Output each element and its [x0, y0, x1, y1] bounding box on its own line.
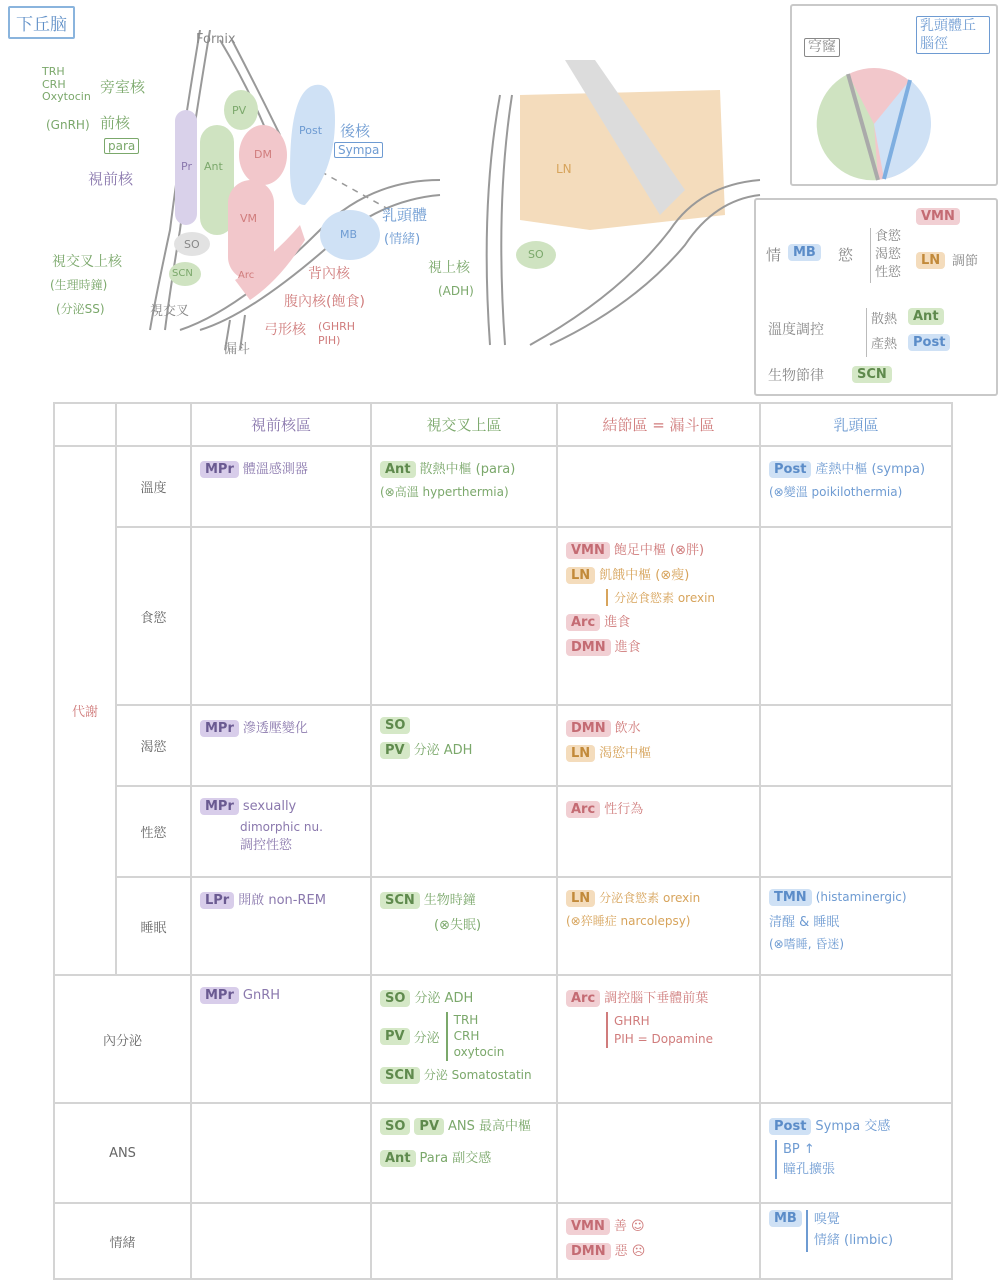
- arc-chip: Arc: [566, 614, 600, 631]
- ant-node: Ant: [204, 160, 223, 173]
- scn-note-clock: (生理時鐘): [50, 278, 108, 292]
- row-ans-label: ANS: [54, 1103, 191, 1203]
- ant-chip: Ant: [380, 1150, 416, 1167]
- arc-chip: Arc: [566, 990, 600, 1007]
- nonrem-text: 開啟 non-REM: [238, 893, 326, 908]
- pv-chip: PV: [380, 1028, 410, 1045]
- para-tag: para: [104, 138, 139, 154]
- mb-label: 乳頭體: [382, 206, 428, 224]
- dmn-chip: DMN: [566, 639, 611, 656]
- scn-chip: SCN: [380, 892, 420, 909]
- thirst-center-text: 渴慾中樞: [599, 746, 652, 761]
- orexin-text: 分泌食慾素 orexin: [599, 891, 701, 905]
- metabolism-category: 代謝: [54, 446, 116, 975]
- pr-node: Pr: [181, 160, 192, 173]
- limbic-text: 情緒 (limbic): [813, 1232, 894, 1248]
- so-label: 視上核: [428, 260, 470, 276]
- scn-note-ss: (分泌SS): [56, 302, 105, 316]
- gnrh-label: (GnRH): [46, 118, 90, 132]
- dmn-chip: DMN: [566, 1243, 611, 1260]
- mb-note: (情緒): [384, 232, 421, 247]
- mpr-chip: MPr: [200, 461, 239, 478]
- row-endocrine-label: 內分泌: [54, 975, 191, 1103]
- header-preoptic: 視前核區: [191, 403, 371, 446]
- row-emotion-label: 情緒: [54, 1203, 191, 1279]
- mpr-chip: MPr: [200, 720, 239, 737]
- hunger-center-text: 飢餓中樞 (⊗瘦): [599, 568, 690, 583]
- row-thirst-label: 渴慾: [116, 705, 191, 786]
- pv-secrete-text: 分泌: [413, 1030, 440, 1046]
- vm-node: VM: [240, 212, 258, 225]
- pv-crh: CRH: [453, 1029, 480, 1044]
- header-tuberal: 結節區 = 漏斗區: [557, 403, 760, 446]
- so-chip: SO: [380, 1118, 410, 1135]
- scn-chip: SCN: [380, 1067, 420, 1084]
- mb-chip: MB: [788, 244, 821, 261]
- osmolality-text: 滲透壓變化: [242, 721, 308, 736]
- dmn-eat-text: 進食: [614, 640, 641, 655]
- sympa-tag: Sympa: [334, 142, 383, 158]
- appetite-text: 食慾: [875, 229, 902, 244]
- regulate-sex-text: 調控性慾: [240, 838, 293, 853]
- pie-chart: [814, 66, 934, 182]
- ant-chip: Ant: [380, 461, 416, 478]
- sexually-text: sexually: [242, 799, 297, 814]
- sexdesire-text: 性慾: [875, 265, 902, 281]
- arc-note-pih: PIH): [318, 334, 341, 348]
- sympa-text: Sympa 交感: [815, 1119, 891, 1134]
- mpr-chip: MPr: [200, 798, 239, 815]
- so-note: (ADH): [438, 284, 474, 298]
- arc-eat-text: 進食: [604, 615, 631, 630]
- dm-label: 背內核: [308, 266, 350, 282]
- arc-chip: Arc: [566, 801, 600, 818]
- lpr-chip: LPr: [200, 892, 234, 909]
- vmn-chip: VMN: [916, 208, 960, 225]
- pie-panel: [790, 4, 998, 186]
- pih-text: PIH = Dopamine: [614, 1032, 714, 1046]
- satiety-center-text: 飽足中樞 (⊗胖): [613, 543, 705, 558]
- row-sex-label: 性慾: [116, 786, 191, 877]
- preoptic-label: 視前核: [88, 170, 134, 188]
- arc-label: 弓形核: [264, 322, 306, 338]
- narcolepsy-text: (⊗猝睡症 narcolepsy): [566, 914, 691, 928]
- secrete-adh-text: 分泌 ADH: [413, 743, 473, 758]
- bio-rhythm-label: 生物節律: [768, 368, 824, 384]
- pv-hormone-oxytocin: Oxytocin: [42, 90, 91, 104]
- ln-node: LN: [556, 162, 572, 176]
- good-text: 善 ☺: [613, 1219, 645, 1234]
- dimorphic-text: dimorphic nu.: [240, 820, 323, 834]
- mt-tract-tag: 乳頭體丘腦徑: [916, 16, 990, 54]
- dm-node: DM: [254, 148, 272, 161]
- pv-nucleus-label: 旁室核: [100, 78, 146, 96]
- pv-hormone-crh: CRH: [42, 77, 66, 91]
- pv-hormone-trh: TRH: [42, 65, 65, 78]
- orexin-text: 分泌食慾素 orexin: [606, 589, 751, 606]
- hypothalamus-function-table: [53, 402, 953, 1280]
- pv-chip: PV: [414, 1118, 444, 1135]
- poikilothermia-text: (⊗變溫 poikilothermia): [769, 485, 903, 499]
- hyperthermia-text: (⊗高溫 hyperthermia): [380, 485, 509, 499]
- ln-chip: LN: [566, 890, 595, 907]
- ant-nucleus-label: 前核: [100, 114, 131, 132]
- vmn-chip: VMN: [566, 1218, 610, 1235]
- gnrh-text: GnRH: [242, 988, 281, 1003]
- heat-prod-text: 產熱: [871, 336, 898, 352]
- infundibulum-label: 漏斗: [224, 342, 251, 357]
- heat-loss-text: 散熱: [871, 312, 898, 327]
- histaminergic-text: (histaminergic): [815, 890, 907, 904]
- lateral-nucleus-diagram: [470, 55, 770, 365]
- post-chip: Post: [769, 1118, 811, 1135]
- ant-chip: Ant: [908, 308, 944, 325]
- mpr-chip: MPr: [200, 987, 239, 1004]
- post-node: Post: [299, 124, 323, 137]
- somatostatin-text: 分泌 Somatostatin: [423, 1067, 532, 1082]
- scn-label: 視交叉上核: [52, 254, 122, 270]
- pv-oxytocin: oxytocin: [453, 1045, 505, 1060]
- temp-sensor-text: 體溫感測器: [242, 462, 308, 477]
- pv-node: PV: [232, 104, 247, 117]
- ans-center-text: ANS 最高中樞: [448, 1119, 532, 1134]
- fornix-label: Fornix: [196, 32, 236, 47]
- so-adh-text: 分泌 ADH: [414, 991, 474, 1006]
- olfaction-text: 嗅覺: [813, 1212, 840, 1227]
- pv-trh: TRH: [453, 1013, 479, 1027]
- regulate-label: 調節: [952, 254, 979, 269]
- mb-node: MB: [340, 228, 358, 241]
- dmn-chip: DMN: [566, 720, 611, 737]
- post-chip: Post: [908, 334, 950, 351]
- arc-node: Arc: [238, 270, 255, 281]
- bp-up-text: BP ↑: [783, 1142, 815, 1157]
- chiasm-label: 視交叉: [150, 304, 190, 319]
- wake-sleep-text: 清醒 & 睡眠: [769, 915, 840, 930]
- emotion-label: 情: [766, 246, 782, 264]
- pv-chip: PV: [380, 742, 410, 759]
- ln-chip: LN: [916, 252, 945, 269]
- so-chip: SO: [380, 990, 410, 1007]
- drink-text: 飲水: [614, 721, 641, 736]
- sex-behavior-text: 性行為: [604, 802, 644, 817]
- so-node: SO: [184, 238, 200, 251]
- ghrh-text: GHRH: [614, 1014, 650, 1028]
- page-title: 下丘脑: [8, 6, 75, 39]
- desire-label: 慾: [838, 246, 854, 264]
- tmn-chip: TMN: [769, 889, 812, 906]
- scn-chip: SCN: [852, 366, 892, 383]
- bio-clock-text: 生物時鐘: [423, 893, 476, 908]
- row-temp-label: 溫度: [116, 446, 191, 527]
- so-chip: SO: [380, 717, 410, 734]
- post-chip: Post: [769, 461, 811, 478]
- heat-loss-center-text: 散熱中樞 (para): [419, 462, 516, 477]
- post-nucleus-label: 後核: [340, 122, 371, 140]
- temp-control-label: 溫度調控: [768, 322, 824, 338]
- heat-prod-center-text: 產熱中樞 (sympa): [815, 462, 926, 477]
- row-appetite-label: 食慾: [116, 527, 191, 705]
- header-supraoptic: 視交叉上區: [371, 403, 557, 446]
- ln-chip: LN: [566, 567, 595, 584]
- thirst-text: 渴慾: [875, 247, 902, 263]
- pupil-text: 瞳孔擴張: [783, 1161, 836, 1177]
- mb-chip: MB: [769, 1210, 802, 1227]
- scn-node: SCN: [172, 268, 193, 279]
- coma-text: (⊗嗜睡, 昏迷): [769, 937, 845, 951]
- ln-chip: LN: [566, 745, 595, 762]
- vm-label: 腹內核(飽食): [284, 294, 365, 310]
- anterior-pituitary-text: 調控腦下垂體前葉: [604, 991, 709, 1006]
- row-sleep-label: 睡眠: [116, 877, 191, 975]
- header-mammillary: 乳頭區: [760, 403, 952, 446]
- vmn-chip: VMN: [566, 542, 610, 559]
- evil-text: 惡 ☹: [614, 1244, 646, 1259]
- para-text: Para 副交感: [419, 1151, 492, 1166]
- arc-note-ghrh: (GHRH: [318, 320, 356, 333]
- fornix-tag: 穹窿: [804, 38, 840, 57]
- so2-node: SO: [528, 248, 544, 261]
- insomnia-text: (⊗失眠): [434, 918, 482, 933]
- summary-panel: [754, 198, 998, 396]
